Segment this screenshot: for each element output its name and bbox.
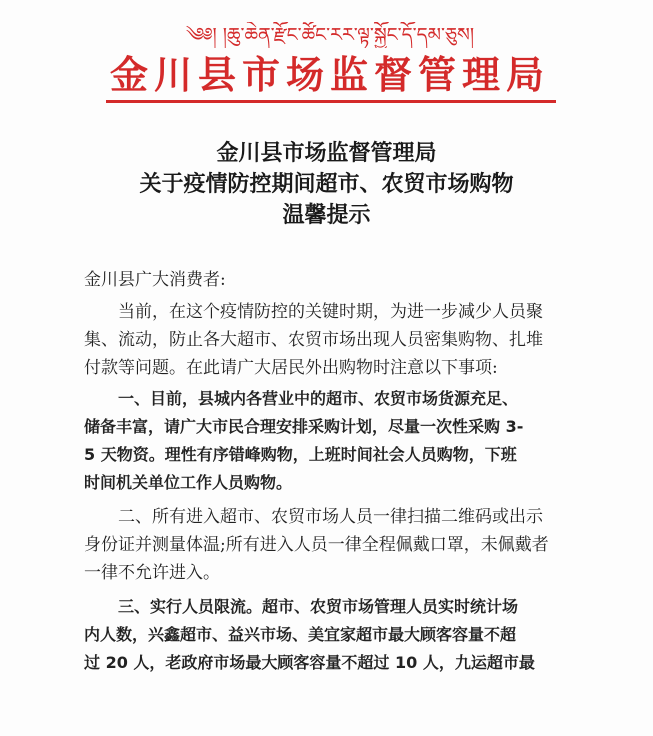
paragraph-line: 储备丰富，请广大市民合理安排采购计划，尽量一次性采购 3- [84,417,524,436]
title-line-3: 温馨提示 [282,203,371,228]
letterhead-red-rule [106,100,556,103]
title-line-2: 关于疫情防控期间超市、农贸市场购物 [139,172,514,197]
paragraph-item-1 [84,385,584,497]
document-body [84,266,584,677]
paragraph-line: 过 20 人，老政府市场最大顾客容量不超过 10 人，九运超市最 [84,653,535,672]
paragraph-intro [84,298,584,382]
paragraph-line: 当前，在这个疫情防控的关键时期，为进一步减少人员聚 [118,302,543,322]
letterhead [100,22,560,98]
paragraph-line: 一、目前，县城内各营业中的超市、农贸市场货源充足、 [118,389,519,408]
paragraph-line: 三、实行人员限流。超市、农贸市场管理人员实时统计场 [118,597,519,616]
paragraph-line: 付款等问题。在此请广大居民外出购物时注意以下事项: [84,358,498,378]
paragraph-line: 二、所有进入超市、农贸市场人员一律扫描二维码或出示 [118,507,543,527]
paragraph-line: 5 天物资。理性有序错峰购物，上班时间社会人员购物，下班 [84,445,517,464]
paragraph-line: 内人数，兴鑫超市、益兴市场、美宜家超市最大顾客容量不超 [84,625,517,644]
letterhead-org-name: 金川县市场监督管理局 [109,52,550,97]
paragraph-line: 身份证并测量体温;所有进入人员一律全程佩戴口罩，未佩戴者 [84,535,549,555]
salutation: 金川县广大消费者: [84,270,226,290]
letterhead-tibetan-name: ༄༅། །ཆུ་ཆེན་རྫོང་ཚོང་རར་ལྟ་སྐྱོང་དོ་དམ་ཅུས། [185,24,475,46]
paragraph-item-3 [84,593,584,677]
document-title [0,138,653,231]
paragraph-line: 一律不允许进入。 [84,563,220,583]
title-line-1: 金川县市场监督管理局 [216,141,437,166]
paragraph-line: 时间机关单位工作人员购物。 [84,473,293,492]
paragraph-line: 集、流动，防止各大超市、农贸市场出现人员密集购物、扎堆 [84,330,543,350]
paragraph-item-2 [84,503,584,587]
